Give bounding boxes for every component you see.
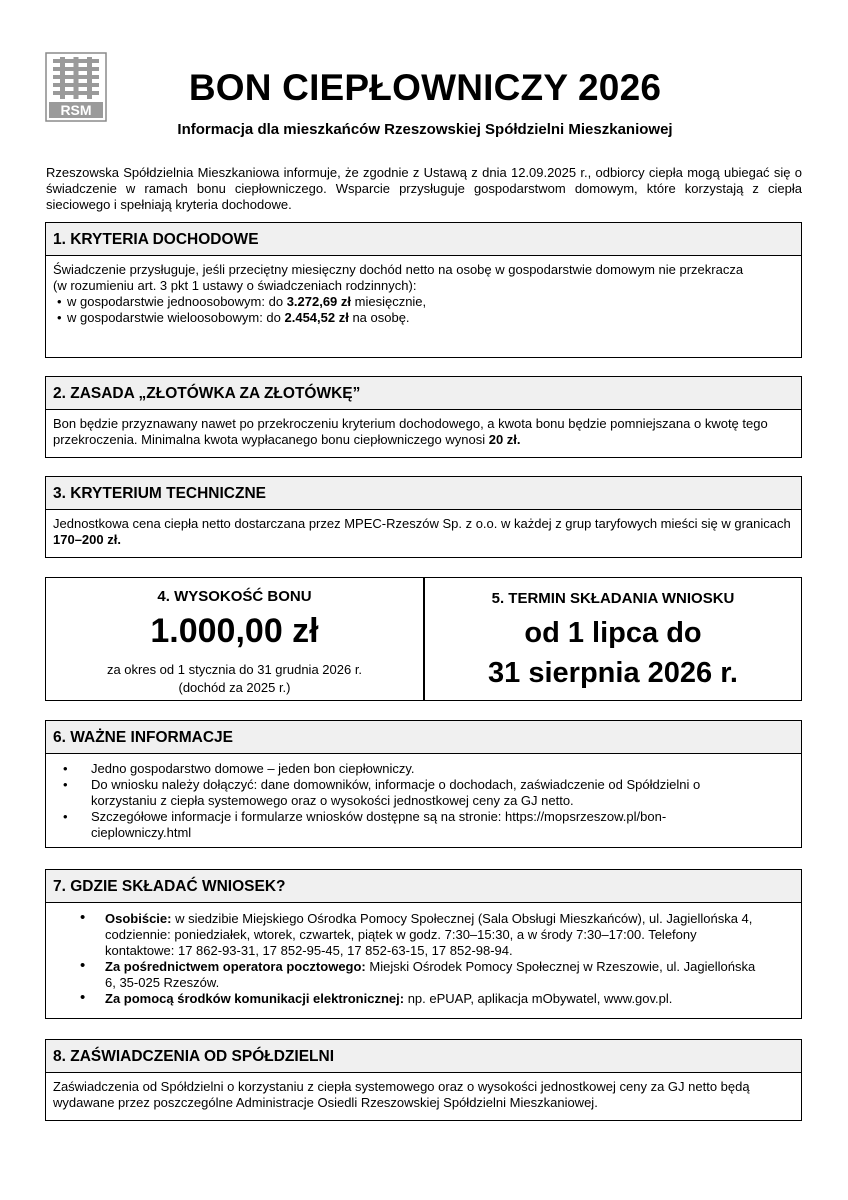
list-item: • Szczegółowe informacje i formularze wniosków dostępne są na stronie: https://mopsrzeszow.pl/bon-cieplowniczy.html bbox=[53, 809, 763, 841]
deadline-end: 31 sierpnia 2026 r. bbox=[488, 657, 738, 689]
section-title: 5. TERMIN SKŁADANIA WNIOSKU bbox=[491, 590, 735, 607]
section-title: 7. GDZIE SKŁADAĆ WNIOSEK? bbox=[46, 870, 801, 903]
section-zloty-rule bbox=[45, 376, 802, 458]
page-title: BON CIEPŁOWNICZY 2026 bbox=[188, 67, 662, 108]
criteria-text: Świadczenie przysługuje, jeśli przeciętny miesięczny dochód netto na osobę w gospodarstwie domowym nie przekracza bbox=[53, 262, 744, 277]
rule-text: Bon będzie przyznawany nawet po przekroczeniu kryterium dochodowego, a kwota bonu będzie pomniejszana o kwotę tego przekroczenia. Minimalna kwota wypłacanego bonu ciepłowniczego wynosi 20 zł. bbox=[53, 416, 768, 447]
section-deadline bbox=[425, 578, 801, 700]
criteria-reference: (w rozumieniu art. 3 pkt 1 ustawy o świadczeniach rodzinnych): bbox=[53, 278, 417, 293]
section-certificates bbox=[45, 1039, 802, 1121]
list-item: • Za pośrednictwem operatora pocztowego: Miejski Ośrodek Pomocy Społecznej w Rzeszowie, ul. Jagiellońska 6, 35-025 Rzeszów. bbox=[53, 959, 759, 991]
intro-paragraph: Rzeszowska Spółdzielnia Mieszkaniowa informuje, że zgodnie z Ustawą z dnia 12.09.2025 r., odbiorcy ciepła mogą ubiegać się o świadczenie w ramach bonu ciepłowniczego. Wsparcie przysługuje gospodarstwom domowym, które korzystają z ciepła sieciowego i spełniają kryteria dochodowe. bbox=[46, 165, 802, 212]
section-title: 8. ZAŚWIADCZENIA OD SPÓŁDZIELNI bbox=[46, 1040, 801, 1073]
amount-deadline-box bbox=[45, 577, 802, 701]
logo-text: RSM bbox=[60, 102, 92, 118]
rsm-logo bbox=[45, 52, 107, 122]
list-item: • Jedno gospodarstwo domowe – jeden bon ciepłowniczy. bbox=[53, 761, 763, 777]
section-title: 2. ZASADA „ZŁOTÓWKA ZA ZŁOTÓWKĘ” bbox=[46, 377, 801, 410]
section-bon-amount bbox=[46, 578, 425, 700]
section-title: 1. KRYTERIA DOCHODOWE bbox=[46, 223, 801, 256]
list-item: • w gospodarstwie jednoosobowym: do 3.272,69 zł miesięcznie, bbox=[53, 294, 794, 310]
section-important-info bbox=[45, 720, 802, 848]
section-where-to-apply bbox=[45, 869, 802, 1019]
amount-period: za okres od 1 stycznia do 31 grudnia 2026 r. bbox=[106, 662, 363, 677]
section-title: 4. WYSOKOŚĆ BONU bbox=[157, 588, 312, 605]
section-title: 3. KRYTERIUM TECHNICZNE bbox=[46, 477, 801, 510]
page-subtitle: Informacja dla mieszkańców Rzeszowskiej Spółdzielni Mieszkaniowej bbox=[177, 121, 673, 138]
list-item: • w gospodarstwie wieloosobowym: do 2.454,52 zł na osobę. bbox=[53, 310, 794, 326]
amount-income-year: (dochód za 2025 r.) bbox=[178, 680, 291, 695]
technical-text: Jednostkowa cena ciepła netto dostarczana przez MPEC-Rzeszów Sp. z o.o. w każdej z grup taryfowych mieści się w granicach 170–200 zł. bbox=[53, 516, 791, 547]
section-technical-criteria bbox=[45, 476, 802, 558]
list-item: • Osobiście: w siedzibie Miejskiego Ośrodka Pomocy Społecznej (Sala Obsługi Mieszkańców), ul. Jagiellońska 4, codziennie: poniedziałek, wtorek, czwartek, piątek w godz. 7:30–15:30, a w środy 7:30–17:00. Telefony kontaktowe: 17 862-93-31, 17 852-95-45, 17 852-63-15, 17 852-98-94. bbox=[53, 911, 759, 959]
list-item: • Do wniosku należy dołączyć: dane domowników, informacje o dochodach, zaświadczenie od Spółdzielni o korzystaniu z ciepła systemowego oraz o wysokości jednostkowej ceny za GJ netto. bbox=[53, 777, 763, 809]
deadline-start: od 1 lipca do bbox=[524, 617, 702, 649]
section-income-criteria bbox=[45, 222, 802, 358]
section-title: 6. WAŻNE INFORMACJE bbox=[46, 721, 801, 754]
list-item: • Za pomocą środków komunikacji elektronicznej: np. ePUAP, aplikacja mObywatel, www.gov.pl. bbox=[53, 991, 759, 1007]
certificates-text: Zaświadczenia od Spółdzielni o korzystaniu z ciepła systemowego oraz o wysokości jednostkowej ceny za GJ netto będą wydawane przez poszczególne Administracje Osiedli Rzeszowskiej Spółdzielni Mieszkaniowej. bbox=[53, 1079, 750, 1110]
bon-amount: 1.000,00 zł bbox=[150, 612, 319, 650]
